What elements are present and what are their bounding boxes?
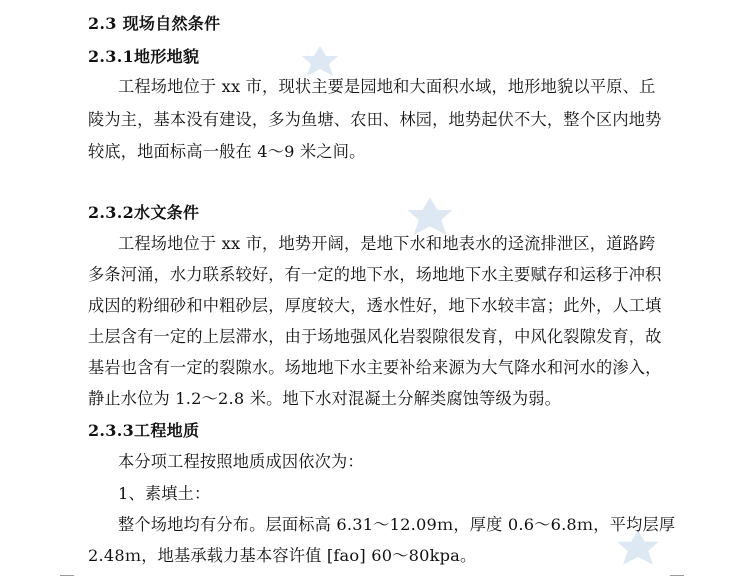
paragraph-line: 土层含有一定的上层滞水，由于场地强风化岩裂隙很发育，中风化裂隙发育，故 — [88, 327, 662, 346]
paragraph-line: 静止水位为 1.2～2.8 米。地下水对混凝土分解类腐蚀等级为弱。 — [88, 389, 562, 408]
page-corner-mark — [670, 575, 684, 586]
paragraph-line: 较底，地面标高一般在 4～9 米之间。 — [88, 142, 366, 161]
page-corner-mark — [60, 575, 74, 586]
paragraph-line: 整个场地均有分布。层面标高 6.31～12.09ｍ，厚度 0.6～6.8ｍ，平均层厚 — [118, 515, 676, 534]
section-heading: 2.3 现场自然条件 — [88, 14, 221, 33]
list-item-label: 1、素填土： — [118, 484, 211, 503]
paragraph-line: 陵为主，基本没有建设，多为鱼塘、农田、林园，地势起伏不大，整个区内地势 — [88, 110, 662, 129]
paragraph-line: 工程场地位于 xx 市，现状主要是园地和大面积水域，地形地貌以平原、丘 — [118, 77, 656, 96]
paragraph-line: 工程场地位于 xx 市，地势开阔，是地下水和地表水的迳流排泄区，道路跨 — [118, 234, 656, 253]
paragraph-line: 多条河涌，水力联系较好，有一定的地下水，场地地下水主要赋存和运移于冲积 — [88, 265, 662, 284]
subsection-heading-geology: 2.3.3工程地质 — [88, 421, 200, 440]
paragraph-line: 成因的粉细砂和中粗砂层，厚度较大，透水性好，地下水较丰富；此外，人工填 — [88, 296, 662, 315]
subsection-heading-hydrology: 2.3.2水文条件 — [88, 203, 200, 222]
paragraph-line: 2.48ｍ，地基承载力基本容许值 [fao] 60～80kpa。 — [88, 546, 477, 565]
subsection-heading-terrain: 2.3.1地形地貌 — [88, 47, 200, 66]
paragraph-line: 基岩也含有一定的裂隙水。场地地下水主要补给来源为大气降水和河水的渗入， — [88, 358, 662, 377]
paragraph-line: 本分项工程按照地质成因依次为： — [118, 452, 364, 471]
